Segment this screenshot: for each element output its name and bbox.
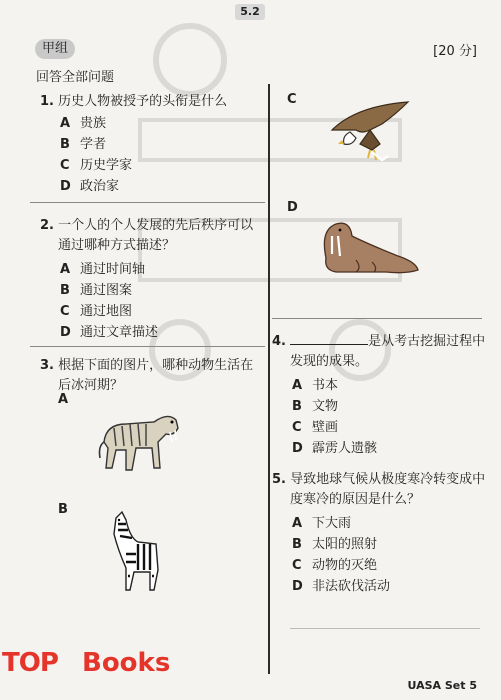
- q1-option-b[interactable]: B 学者: [60, 137, 107, 152]
- q3-option-c[interactable]: C: [287, 92, 297, 107]
- question-5: 5. 导致地球气候从极度寒冷转变成中 度寒冷的原因是什么？: [272, 472, 486, 507]
- q5-option-c[interactable]: C 动物的灭绝: [292, 558, 378, 573]
- q3-option-b[interactable]: B: [58, 502, 68, 517]
- q1-option-d[interactable]: D 政治家: [60, 179, 120, 194]
- question-4: 4. 是从考古挖掘过程中 发现的成果。: [272, 334, 486, 369]
- q2-option-c[interactable]: C 通过地图: [60, 304, 133, 319]
- eagle-icon: [326, 100, 412, 166]
- q5-option-d[interactable]: D 非法砍伐活动: [292, 579, 391, 594]
- q1-option-a[interactable]: A 贵族: [60, 116, 107, 131]
- q3-option-d[interactable]: D: [287, 200, 298, 215]
- q2-option-d[interactable]: D 通过文章描述: [60, 325, 159, 340]
- section-score: [20 分]: [433, 44, 477, 59]
- question-number: 1.: [40, 94, 54, 109]
- sabre-tooth-tiger-icon: [96, 402, 182, 478]
- q5-option-b[interactable]: B 太阳的照射: [292, 537, 378, 552]
- column-divider: [268, 84, 270, 674]
- question-2: 2. 一个人的个人发展的先后秩序可以 通过哪种方式描述？: [40, 218, 254, 253]
- walrus-icon: [316, 210, 422, 278]
- question-1: [40, 92, 227, 112]
- q5-option-a[interactable]: A 下大雨: [292, 516, 352, 531]
- q4-option-b[interactable]: B 文物: [292, 399, 339, 414]
- zebra-icon: [104, 510, 166, 594]
- section-separator: [30, 346, 265, 347]
- q4-option-d[interactable]: D 霹雳人遗骸: [292, 441, 378, 456]
- question-text: 历史人物被授予的头衔是什么: [58, 94, 228, 109]
- question-3: 3. 根据下面的图片，哪种动物生活在 后冰河期？: [40, 358, 254, 393]
- q2-option-b[interactable]: B 通过图案: [60, 283, 133, 298]
- q1-option-c[interactable]: C 历史学家: [60, 158, 133, 173]
- page-number: 5.2: [235, 4, 265, 20]
- section-separator: [272, 318, 482, 319]
- q3-option-a[interactable]: A: [58, 392, 69, 407]
- answer-blank[interactable]: [290, 332, 368, 345]
- section-separator: [30, 202, 265, 203]
- q2-option-a[interactable]: A 通过时间轴: [60, 262, 146, 277]
- instructions: 回答全部问题: [36, 70, 115, 85]
- footer-rule: [290, 628, 480, 629]
- topbooks-logo: TOP Books: [2, 648, 171, 678]
- section-badge: 甲组: [35, 39, 75, 59]
- q4-option-c[interactable]: C 壁画: [292, 420, 339, 435]
- q4-option-a[interactable]: A 书本: [292, 378, 339, 393]
- footer-label: UASA Set 5: [407, 679, 477, 692]
